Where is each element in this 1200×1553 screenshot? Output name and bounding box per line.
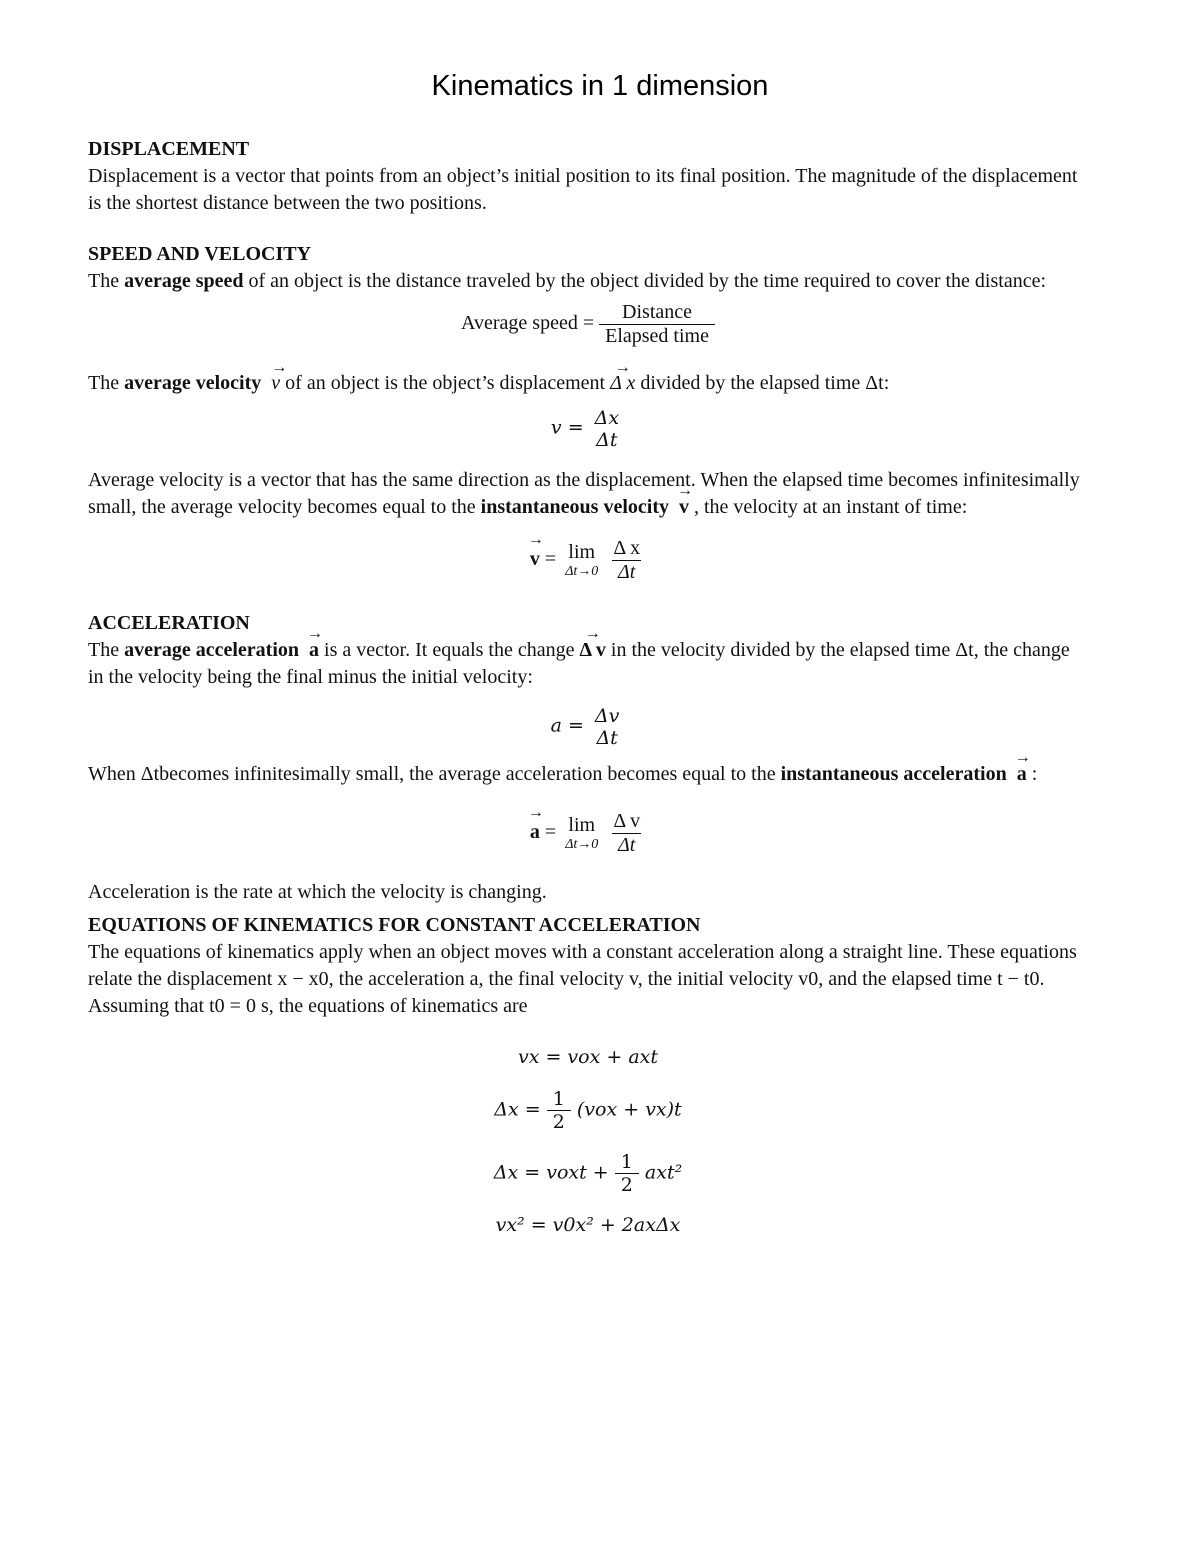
kinematics-equation-4: vx² = v0x² + 2axΔx (495, 1214, 681, 1236)
eq3-rhs: axt² (644, 1161, 683, 1184)
eq-speed-numerator: Distance (622, 301, 693, 323)
displacement-text: Displacement is a vector that points from an object’s initial position to its final position. The magnitude of the displacement is the shortest distance between the two positions. (88, 165, 1078, 214)
avg-speed-post: of an object is the distance traveled by the object divided by the time required to cover the distance: (243, 270, 1047, 292)
avg-speed-pre: The (88, 270, 125, 292)
equations-intro-text: The equations of kinematics apply when an object moves with a constant acceleration along a straight line. These equations relate the displacement x − x0, the acceleration a, the final velocity v, the initial velocity v0, and the elapsed time t − t0. Assuming that t0 = 0 s, the equations of kinematics are (88, 941, 1077, 1017)
eq-vel-lhs: v = (550, 416, 584, 439)
equation-average-speed (88, 301, 1088, 348)
eq-acc-lhs: a = (550, 714, 584, 737)
avg-vel-term: average velocity (124, 372, 262, 394)
inst-vel-post: , the velocity at an instant of time: (688, 496, 968, 518)
kinematics-equation-2 (88, 1088, 1088, 1133)
inst-acc-term: instantaneous acceleration (780, 763, 1007, 785)
eq-inst-acc-equals: = (544, 821, 557, 844)
eq2-denominator: 2 (547, 1110, 571, 1133)
eq-inst-vel-lim: lim (568, 541, 596, 563)
kinematics-equation-1: vx = vox + axt (517, 1046, 658, 1068)
eq3-denominator: 2 (615, 1173, 639, 1196)
page-title: Kinematics in 1 dimension (431, 70, 769, 102)
eq-inst-acc-lhs: → a (530, 821, 540, 844)
eq2-rhs: (vox + vx)t (576, 1098, 682, 1121)
document-body (88, 136, 1088, 1236)
eq-inst-vel-lhs: → v (530, 548, 540, 571)
eq3-lhs: Δx = voxt + (493, 1161, 609, 1184)
eq-inst-vel-equals: = (544, 548, 557, 571)
eq-inst-vel-numerator: Δ x (613, 537, 641, 559)
avg-acc-post: in the velocity divided by the elapsed time Δt, the change in the velocity being the final minus the initial velocity: (88, 639, 1070, 688)
heading-equations-kinematics: EQUATIONS OF KINEMATICS FOR CONSTANT ACCELERATION (88, 914, 701, 936)
inst-vel-pre: Average velocity is a vector that has the same direction as the displacement. When the elapsed time becomes infinitesimally small, the average velocity becomes equal to the (88, 469, 1080, 518)
kinematics-equation-3 (88, 1151, 1088, 1196)
avg-velocity-text (88, 370, 1088, 397)
inst-acc-post: : (1026, 763, 1038, 785)
avg-acc-pre: The (88, 639, 125, 661)
eq-speed-fraction (599, 301, 715, 348)
eq-speed-lhs: Average speed = (461, 312, 595, 335)
eq3-numerator: 1 (620, 1151, 633, 1173)
inst-vel-symbol: → v (679, 494, 689, 521)
instantaneous-velocity-text (88, 467, 1088, 521)
eq-inst-acc-fraction (607, 810, 646, 857)
displacement-symbol: → Δ x (610, 370, 635, 397)
eq-inst-acc-limit (565, 814, 598, 853)
eq-vel-numerator: Δx (594, 407, 620, 429)
avg-vel-mid: of an object is the object’s displacement (280, 372, 611, 394)
avg-acc-mid: is a vector. It equals the change (319, 639, 580, 661)
equation-average-velocity (88, 407, 1088, 451)
avg-speed-text (88, 268, 1088, 295)
eq2-numerator: 1 (552, 1088, 565, 1110)
inst-acc-symbol: → a (1017, 761, 1027, 788)
delta-v-symbol: → Δ v (579, 637, 605, 664)
avg-acc-symbol: → a (309, 637, 319, 664)
avg-speed-term: average speed (124, 270, 244, 292)
equation-instantaneous-velocity (88, 537, 1088, 584)
avg-vel-post: divided by the elapsed time Δt: (635, 372, 890, 394)
eq-inst-acc-numerator: Δ v (613, 810, 641, 832)
eq3-fraction (615, 1151, 639, 1196)
eq-inst-vel-denominator: Δt (612, 560, 641, 584)
eq-acc-denominator: Δt (596, 727, 618, 749)
avg-acceleration-text (88, 637, 1088, 691)
eq-acc-fraction (589, 705, 625, 749)
inst-vel-term: instantaneous velocity (480, 496, 669, 518)
inst-acc-pre: When Δtbecomes infinitesimally small, the average acceleration becomes equal to the (88, 763, 781, 785)
eq-inst-acc-denominator: Δt (612, 833, 641, 857)
avg-vel-pre: The (88, 372, 125, 394)
heading-displacement: DISPLACEMENT (88, 138, 250, 160)
avg-vel-symbol: → v (271, 370, 280, 397)
heading-acceleration: ACCELERATION (88, 612, 250, 634)
eq-inst-acc-lim: lim (568, 814, 596, 836)
eq2-lhs: Δx = (494, 1098, 541, 1121)
eq-acc-numerator: Δv (594, 705, 620, 727)
equation-average-acceleration (88, 705, 1088, 749)
heading-speed-velocity: SPEED AND VELOCITY (88, 243, 312, 265)
instantaneous-acceleration-text (88, 761, 1088, 788)
eq-inst-vel-fraction (607, 537, 646, 584)
eq-vel-fraction (589, 407, 625, 451)
eq2-fraction (547, 1088, 571, 1133)
equation-instantaneous-acceleration (88, 810, 1088, 857)
acceleration-rate-text: Acceleration is the rate at which the velocity is changing. (88, 881, 547, 903)
eq-vel-denominator: Δt (596, 429, 618, 451)
eq-inst-vel-limit (565, 541, 598, 580)
eq-inst-vel-lim-sub: Δt→0 (565, 564, 599, 579)
eq-inst-acc-lim-sub: Δt→0 (565, 837, 599, 852)
avg-acc-term: average acceleration (124, 639, 300, 661)
eq-speed-denominator: Elapsed time (599, 324, 715, 348)
